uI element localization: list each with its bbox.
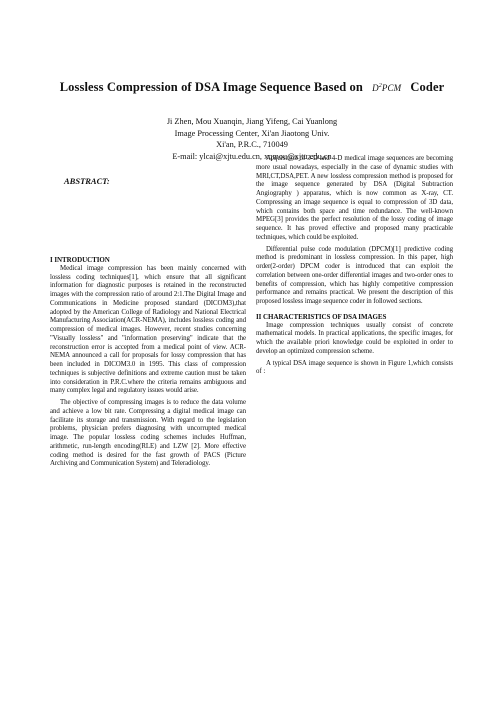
section-heading-characteristics: II CHARACTERISTICS OF DSA IMAGES	[256, 312, 387, 321]
author-address: Xi'an, P.R.C., 710049	[216, 140, 288, 149]
paper-title	[0, 80, 504, 95]
characteristics-paragraph-2: A typical DSA image sequence is shown in Figure 1,which consists of :	[256, 359, 453, 376]
section-heading-introduction: I INTRODUCTION	[50, 256, 110, 264]
intro-paragraph-2: The objective of compressing images is to reduce the data volume and achieve a low bit rate. Compressing a digital medical image can facilitate its storage and transmission. With regard to the legislation problems, physician prefers diagnosing with uncorrupted medical image. The popular lossless coding schemes includes Huffman, arithmetic, run-length encoding(RLE) and LZW [2]. More effective coding method is desired for the fast growth of PACS (Picture Archiving and Communication System) and Teleradiology.	[50, 399, 246, 468]
right-paragraph-1: Acquisition of 3-D and 4-D medical image sequences are becoming more usual nowadays, especially in the case of dynamic studies with MRI,CT,DSA,PET. A new lossless compression method is proposed for the image sequence generated by DSA (Digital Subtraction Angiography ) apparatus, which is now common as X-ray, CT. Compressing an image sequence is equal to compression of 3D data, which contains both space and time redundance. The well-known MPEG[3] provides the perfect resolution of the lossy coding of image sequence. It has proved effective and proposed many practicable techniques, which could be exploited.	[256, 155, 453, 241]
characteristics-paragraph-1: Image compression techniques usually consist of concrete mathematical models. In practical applications, the specific images, for which the available priori knowledge could be exploited in order to develop an optimized compression scheme.	[256, 321, 453, 355]
title-math-d2pcm: $D^2PCM$	[372, 83, 402, 93]
author-names: Ji Zhen, Mou Xuanqin, Jiang Yifeng, Cai Yuanlong	[166, 117, 338, 126]
author-email: E-mail: ylcai@xjtu.edu.cn, xqmou@xjtu.edu.cn	[172, 151, 332, 161]
intro-paragraph-1: Medical image compression has been mainly concerned with lossless coding techniques[1], which ensure that all significant information for diagnostic purposes is retained in the reconstructed images with the compression ratio of around 2:1.The Digital Image and Communications in Medicine proposed standard (DICOM3),that adopted by the American College of Radiology and National Electrical Manufacturing Association(ACR-NEMA), includes lossless coding and compression of medical images. However, recent studies concerning "Visually lossless" and "information preserving" indicate that the reconstruction error is accepted from a medical point of view. ACR-NEMA announced a call for proposals for lossy compression that has been included in DICOM3.0 in 1995. This class of compression techniques is subjective definitions and extreme caution must be taken into consideration in P.R.C.where the criteria remains ambiguous and many complex legal and regulatory issues would arise.	[50, 264, 246, 395]
author-affiliation: Image Processing Center, Xi'an Jiaotong Univ.	[174, 128, 330, 138]
right-column	[256, 155, 453, 377]
left-column	[50, 256, 246, 469]
abstract-label: ABSTRACT:	[64, 176, 110, 186]
title-text-after: Coder	[410, 80, 445, 94]
right-paragraph-2: Differential pulse code modulation (DPCM)[1] predictive coding method is predominant in lossless compression. In this paper, high order(2-order) DPCM coder is introduced that can exploit the correlation between one-order differential images and two-order ones to benefits of compression, which has highly competitive compression performance and remains practical. We present the description of this proposed lossless image sequence coder in followed sections.	[256, 245, 453, 305]
title-text-before: Lossless Compression of DSA Image Sequence Based on	[59, 80, 363, 94]
